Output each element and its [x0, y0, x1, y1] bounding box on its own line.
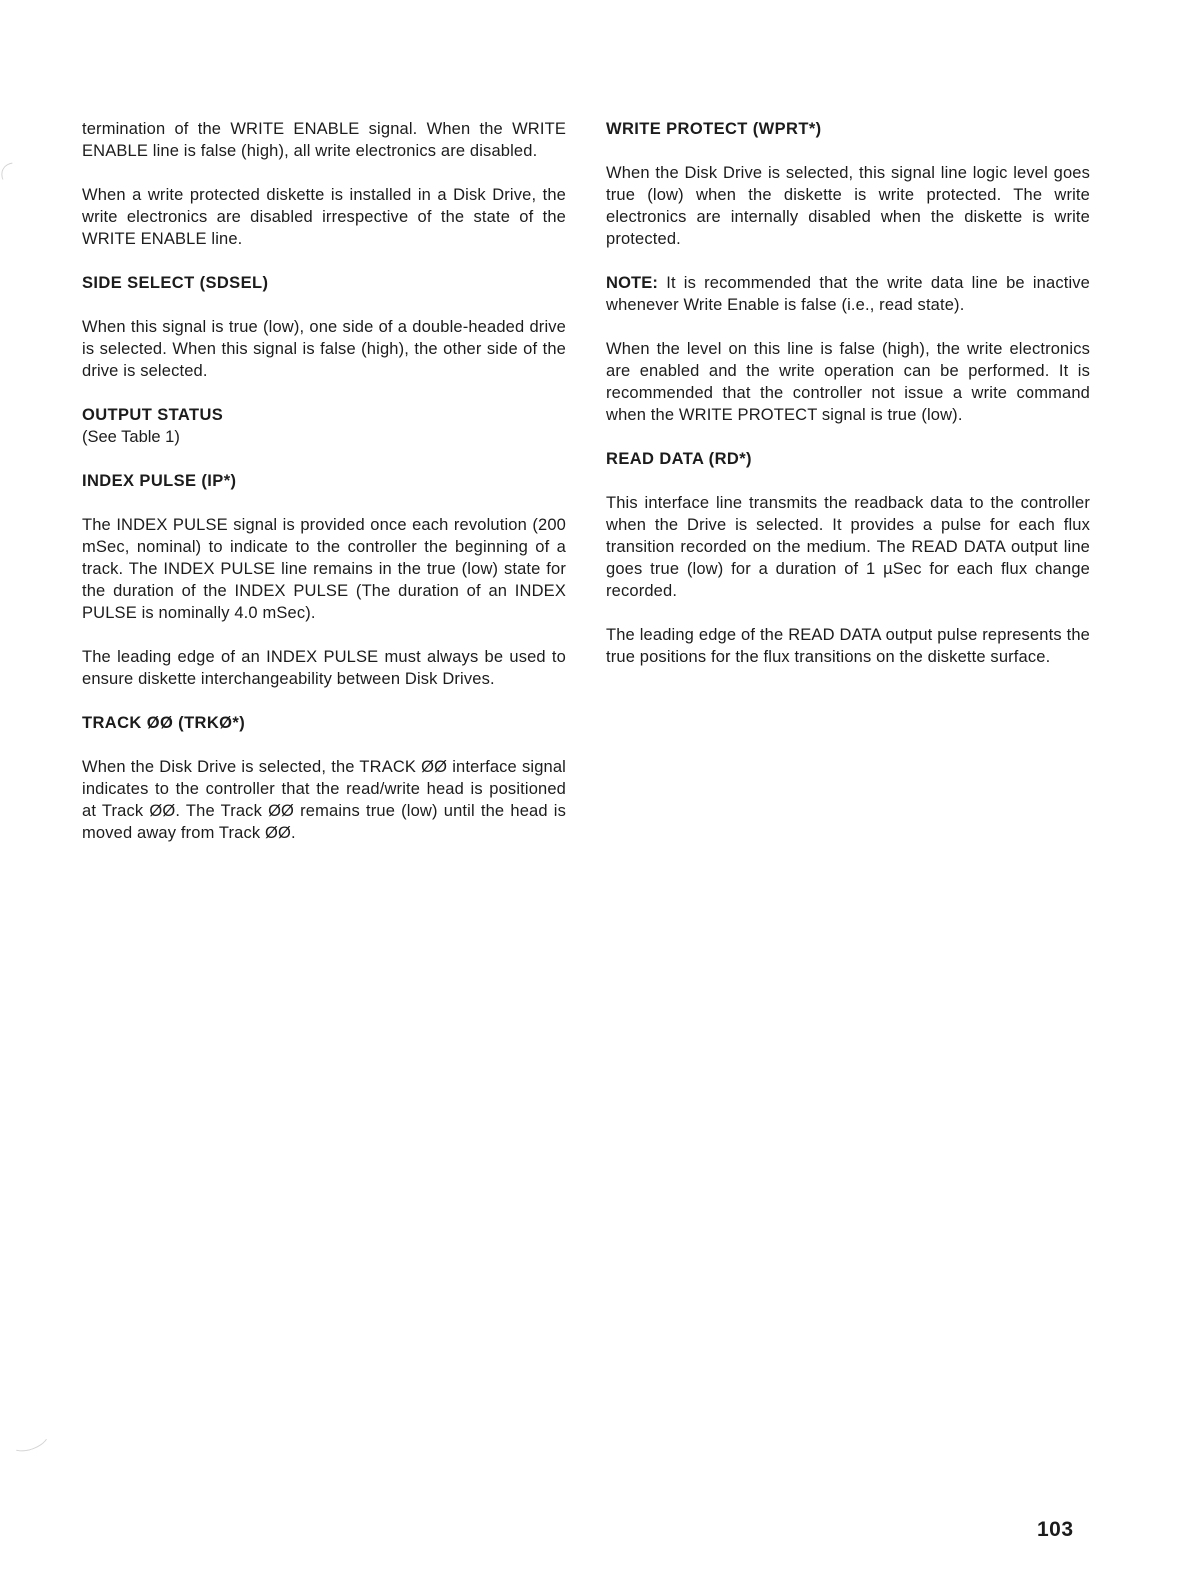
write-enable-continuation-paragraph: termination of the WRITE ENABLE signal. When the WRITE ENABLE line is false (high), all write electronics are disabled.	[82, 120, 566, 160]
note-text: It is recommended that the write data line be inactive whenever Write Enable is false (i.e., read state).	[606, 274, 1090, 314]
write-protect-level-paragraph: When the level on this line is false (high), the write electronics are enabled and the write operation can be performed. It is recommended that the controller not issue a write command when the WRITE PROTECT signal is true (low).	[606, 340, 1090, 424]
side-select-heading: SIDE SELECT (SDSEL)	[82, 274, 269, 292]
read-data-paragraph: This interface line transmits the readback data to the controller when the Drive is selected. It provides a pulse for each flux transition recorded on the medium. The READ DATA output line goes true (low) for a duration of 1 µSec for each flux change recorded.	[606, 494, 1090, 600]
note-paragraph	[606, 272, 1090, 316]
track00-heading: TRACK ØØ (TRKØ*)	[82, 714, 246, 732]
read-data-heading: READ DATA (RD*)	[606, 450, 752, 468]
right-column	[606, 118, 1090, 690]
scan-artifact-mark	[5, 1420, 53, 1457]
note-label: NOTE:	[606, 274, 659, 292]
write-protected-diskette-paragraph: When a write protected diskette is installed in a Disk Drive, the write electronics are disabled irrespective of the state of the WRITE ENABLE line.	[82, 186, 566, 248]
write-protect-paragraph: When the Disk Drive is selected, this signal line logic level goes true (low) when the diskette is write protected. The write electronics are internally disabled when the diskette is write protected.	[606, 164, 1090, 248]
read-data-leading-edge-paragraph: The leading edge of the READ DATA output pulse represents the true positions for the flux transitions on the diskette surface.	[606, 626, 1090, 666]
index-pulse-heading: INDEX PULSE (IP*)	[82, 472, 237, 490]
track00-paragraph: When the Disk Drive is selected, the TRACK ØØ interface signal indicates to the controller that the read/write head is positioned at Track ØØ. The Track ØØ remains true (low) until the head is moved away from Track ØØ.	[82, 758, 566, 842]
write-protect-heading: WRITE PROTECT (WPRT*)	[606, 120, 822, 138]
index-pulse-paragraph: The INDEX PULSE signal is provided once each revolution (200 mSec, nominal) to indicate to the controller the beginning of a track. The INDEX PULSE line remains in the true (low) state for the duration of the INDEX PULSE (The duration of an INDEX PULSE is nominally 4.0 mSec).	[82, 516, 566, 622]
side-select-paragraph: When this signal is true (low), one side of a double-headed drive is selected. When this signal is false (high), the other side of the drive is selected.	[82, 318, 566, 380]
output-status-heading: OUTPUT STATUS	[82, 406, 224, 424]
page-number: 103	[1037, 1518, 1074, 1541]
left-column	[82, 118, 566, 866]
scan-artifact-mark	[0, 156, 47, 203]
output-status-reference: (See Table 1)	[82, 428, 180, 446]
index-pulse-leading-edge-paragraph: The leading edge of an INDEX PULSE must always be used to ensure diskette interchangeability between Disk Drives.	[82, 648, 566, 688]
